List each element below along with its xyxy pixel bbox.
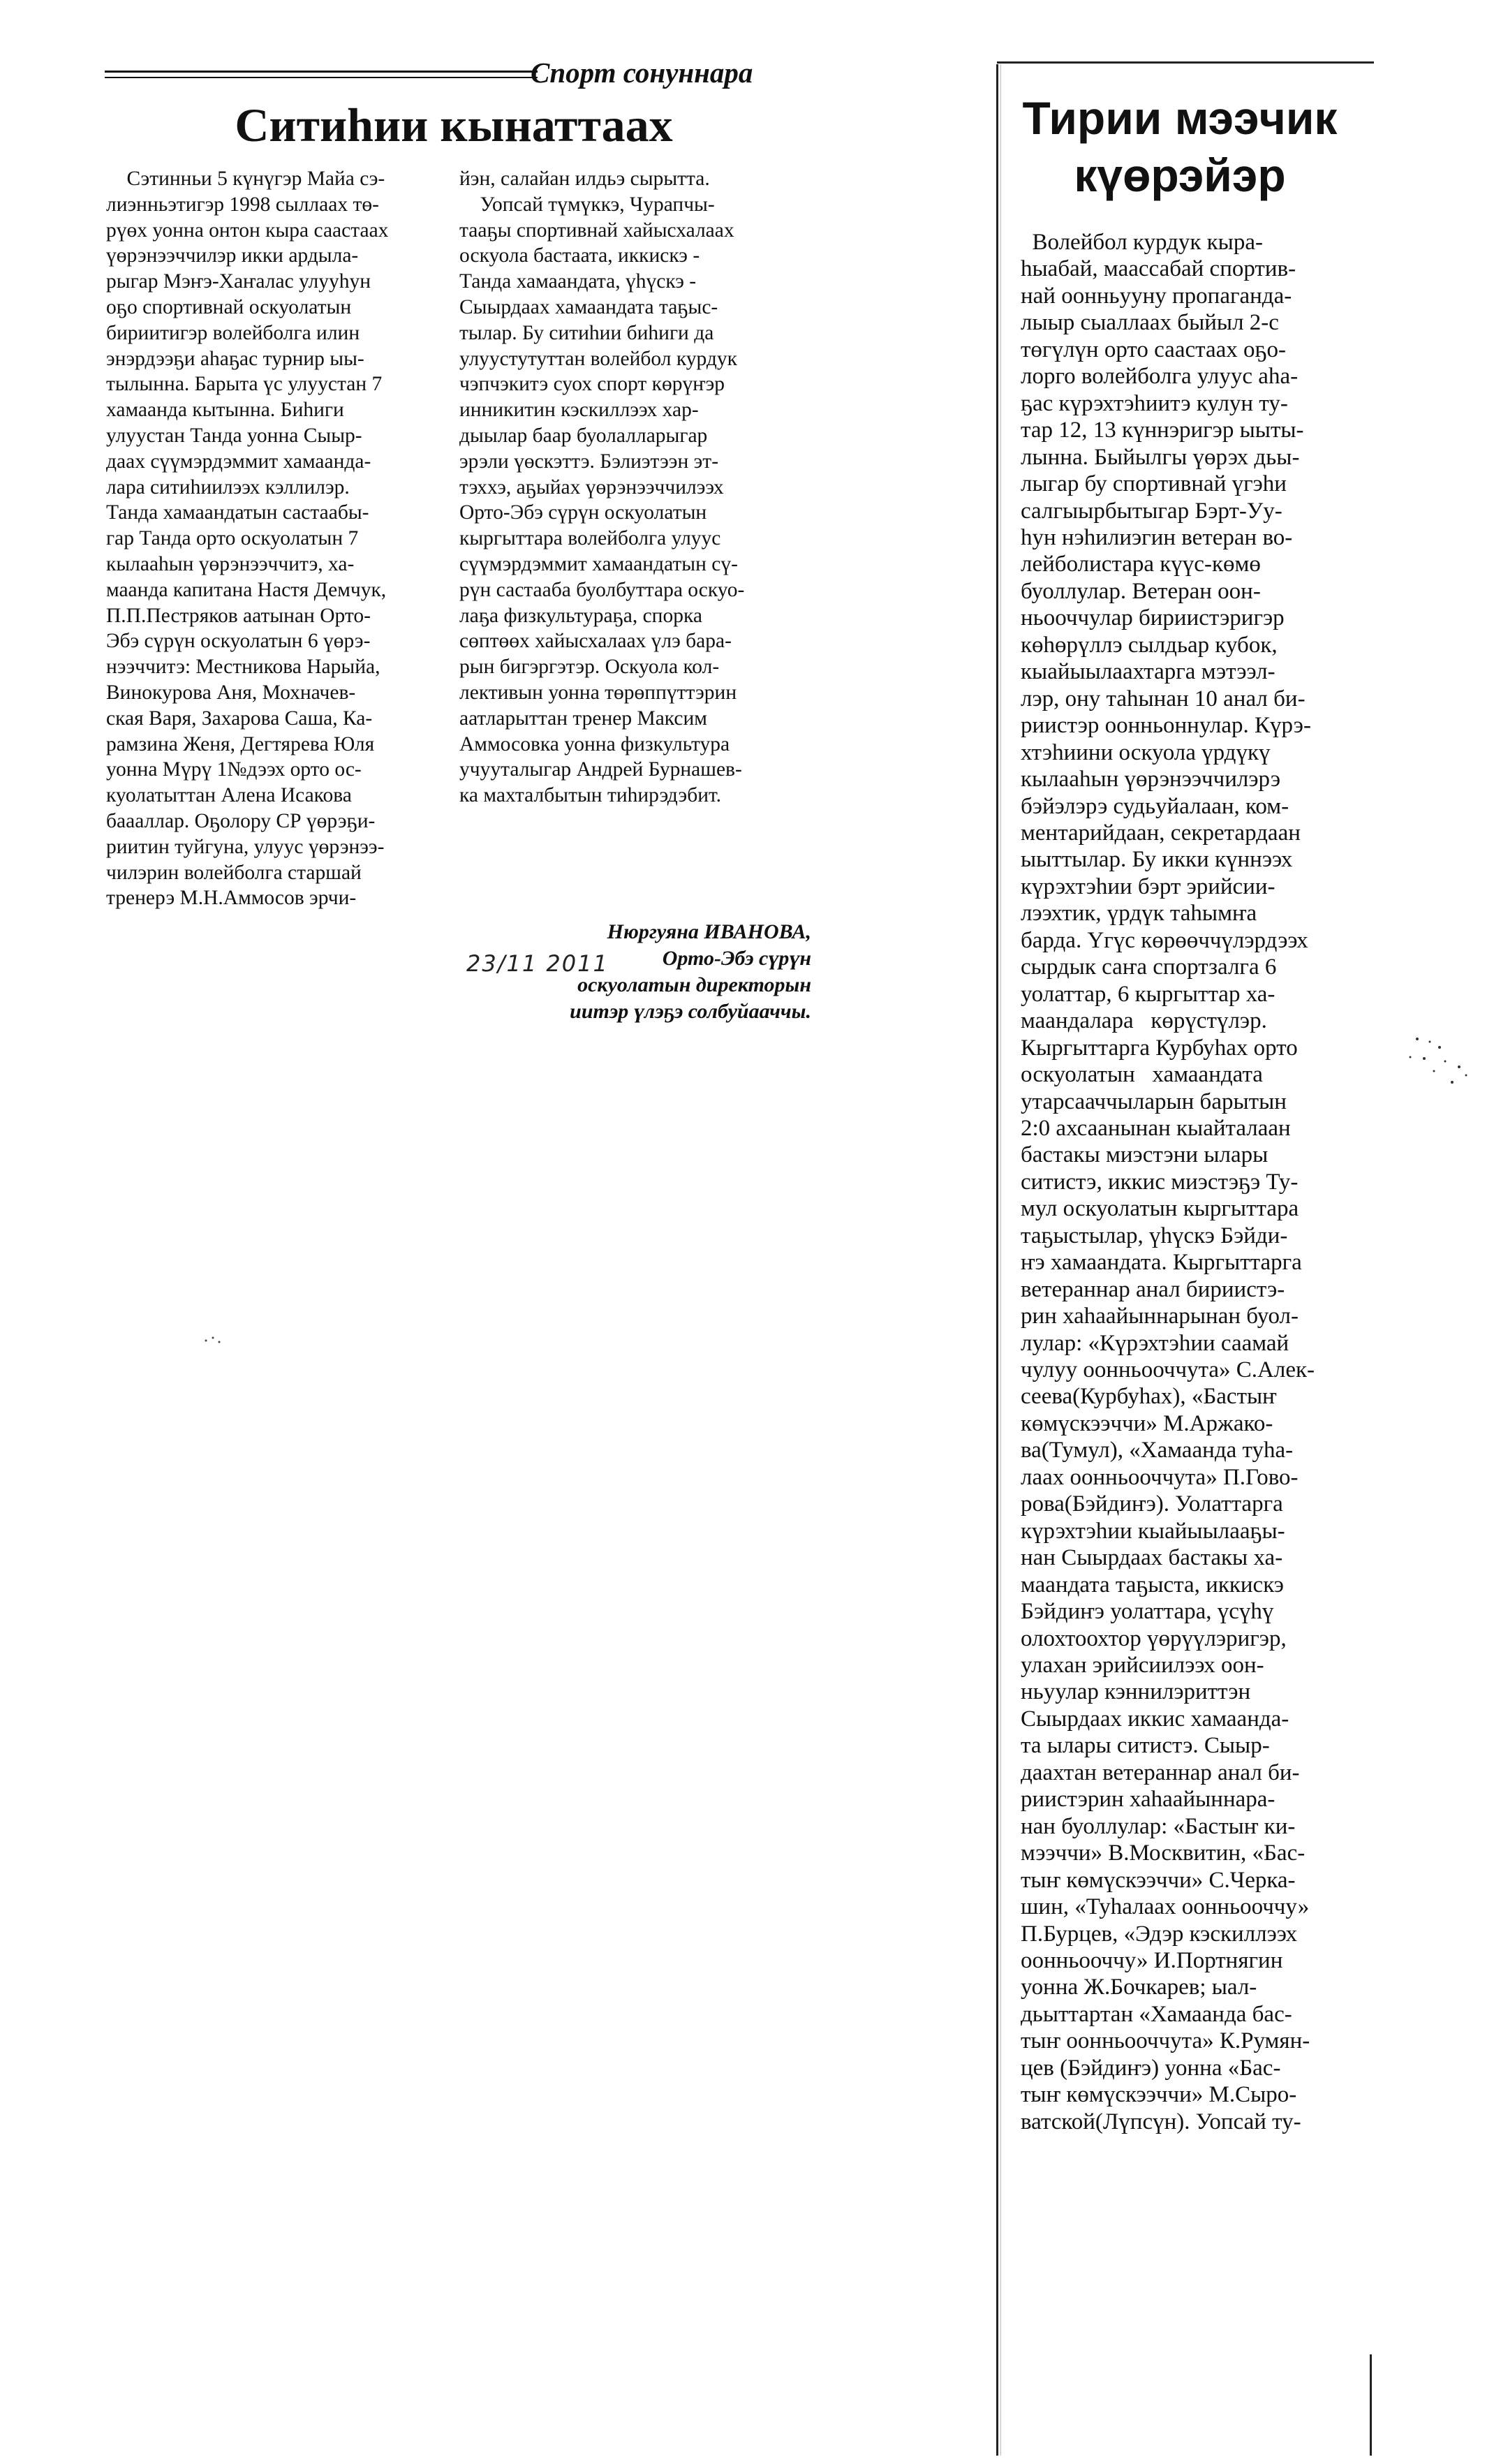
text-line: Сыырдаах хамаандата таҕыс- xyxy=(459,295,718,318)
text-line: күрэхтэһии бэрт эрийсии- xyxy=(1021,873,1275,899)
text-line: ская Варя, Захарова Саша, Ка- xyxy=(106,707,373,730)
text-line: тылынна. Барыта үс улуустан 7 xyxy=(106,373,383,396)
text-line: хамаанда кытынна. Биһиги xyxy=(106,399,344,422)
text-line: бастакы миэстэни ылары xyxy=(1021,1142,1269,1168)
text-line: рова(Бэйдиҥэ). Уолаттарга xyxy=(1021,1491,1283,1517)
left-article-column-2 xyxy=(459,166,808,809)
text-line: олохтоохтор үөрүүлэригэр, xyxy=(1021,1625,1287,1651)
text-line: 2:0 ахсаанынан кыайталаан xyxy=(1021,1115,1291,1141)
text-line: рыгар Мэҥэ-Хаҥалас улууһун xyxy=(106,270,371,293)
text-line: йэн, салайан илдьэ сырытта. xyxy=(459,168,710,190)
section-rubric: Спорт сонуннара xyxy=(531,57,753,89)
text-line: кыргыттара волейболга улуус xyxy=(459,527,721,550)
text-line: Орто-Эбэ сүрүн оскуолатын xyxy=(459,501,707,524)
text-line: чилэрин волейболга старшай xyxy=(106,861,362,884)
text-line: оскуолатын директорын xyxy=(577,973,811,996)
text-line: лорго волейболга улуус аһа- xyxy=(1021,364,1299,390)
text-line: Эбэ сүрүн оскуолатын 6 үөрэ- xyxy=(106,630,371,653)
text-line: кыайыылаахтарга мэтээл- xyxy=(1021,659,1275,685)
text-line: ҥэ хамаандата. Кыргыттарга xyxy=(1021,1250,1302,1276)
text-line: күрэхтэһии кыайыылааҕы- xyxy=(1021,1518,1285,1544)
text-line: чулуу оонньооччута» С.Алек- xyxy=(1021,1357,1315,1383)
right-article-column xyxy=(1021,229,1370,2135)
text-line: мээччи» В.Москвитин, «Бас- xyxy=(1021,1840,1306,1866)
text-line: риистэр оонньоннулар. Күрэ- xyxy=(1021,713,1311,739)
text-line: лээхтик, үрдүк таһымҥа xyxy=(1021,901,1257,927)
rubric-rule-line xyxy=(105,77,538,78)
text-line: лиэнньэтигэр 1998 сыллаах тө- xyxy=(106,193,379,216)
text-line: даах сүүмэрдэммит хамаанда- xyxy=(106,450,371,473)
text-line: та ылары ситистэ. Сыыр- xyxy=(1021,1733,1270,1759)
text-line: лыыр сыаллаах быйыл 2-с xyxy=(1021,310,1279,336)
text-line: кылааһын үөрэнээччитэ, ха- xyxy=(106,552,355,575)
clipping-edge-top xyxy=(997,61,1374,64)
text-line: нан Сыырдаах бастакы ха- xyxy=(1021,1545,1283,1571)
text-line: дьыттартан «Хамаанда бас- xyxy=(1021,2001,1292,2027)
text-line: Аммосовка уонна физкультура xyxy=(459,732,730,755)
text-line: төгүлүн орто саастаах оҕо- xyxy=(1021,337,1286,362)
text-line: ньуулар кэннилэриттэн xyxy=(1021,1679,1251,1705)
text-line: тэххэ, аҕыйах үөрэнээччилээх xyxy=(459,475,724,499)
text-line: П.П.Пестряков аатынан Орто- xyxy=(106,604,371,627)
text-line: энэрдээҕи аһаҕас турнир ыы- xyxy=(106,347,364,370)
text-line: дыылар баар буолалларыгар xyxy=(459,424,708,447)
text-line: лаҕа физкультураҕа, спорка xyxy=(459,604,702,627)
text-line: таҕыстылар, үһүскэ Бэйди- xyxy=(1021,1223,1288,1248)
text-line: уонна Мүрү 1№дээх орто ос- xyxy=(106,758,362,781)
text-line: маандалара көрүстүлэр. xyxy=(1021,1008,1267,1034)
text-line: үөрэнээччилэр икки ардыла- xyxy=(106,244,359,267)
text-line: утарсааччыларын барытын xyxy=(1021,1089,1287,1114)
text-line: лулар: «Күрэхтэһии саамай xyxy=(1021,1330,1289,1356)
text-line: най оонньууну пропаганда- xyxy=(1021,283,1292,309)
text-line: Кыргыттарга Курбуһах орто xyxy=(1021,1035,1298,1061)
left-article-column-1 xyxy=(106,166,450,911)
text-line: тар 12, 13 күннэригэр ыыты- xyxy=(1021,418,1304,443)
text-line: маандата таҕыста, иккискэ xyxy=(1021,1572,1284,1598)
clipping-edge-left xyxy=(996,64,998,2456)
text-line: Бэйдиҥэ уолаттара, үсүһү xyxy=(1021,1599,1274,1625)
text-line: лынна. Быйылгы үөрэх дьы- xyxy=(1021,444,1300,470)
text-line: сүүмэрдэммит хамаандатын сү- xyxy=(459,552,738,575)
scan-speckles xyxy=(202,1334,223,1348)
text-line: Сыырдаах иккис хамаанда- xyxy=(1021,1706,1289,1732)
text-line: иитэр үлэҕэ солбуйааччы. xyxy=(570,1000,811,1023)
clipping-edge-shadow xyxy=(1000,64,1001,2456)
text-line: барда. Үгүс көрөөччүлэрдээх xyxy=(1021,927,1308,953)
text-line: бириитигэр волейболга илин xyxy=(106,321,360,344)
text-line: ветераннар анал бириистэ- xyxy=(1021,1276,1285,1302)
text-line: Танда хамаандата, үһүскэ - xyxy=(459,270,697,293)
text-line: инникитин кэскиллээх хар- xyxy=(459,399,699,422)
text-line: буоллулар. Ветеран оон- xyxy=(1021,578,1261,604)
text-line: тылар. Бу ситиһии биһиги да xyxy=(459,321,714,344)
text-line: оскуола бастаата, иккискэ - xyxy=(459,244,700,267)
text-line: баааллар. Оҕолору СР үөрэҕи- xyxy=(106,809,376,832)
text-line: ка махталбытын тиһирэдэбит. xyxy=(459,784,722,807)
text-line: тыҥ көмүскээччи» С.Черка- xyxy=(1021,1867,1296,1893)
text-line: улуустан Танда уонна Сыыр- xyxy=(106,424,362,447)
text-line: лара ситиһиилээх кэллилэр. xyxy=(106,475,350,499)
text-line: нээччитэ: Местникова Нарыйа, xyxy=(106,656,380,679)
clipping-edge-right xyxy=(1370,2354,1372,2456)
text-line: ҕас күрэхтэһиитэ кулун ту- xyxy=(1021,390,1288,416)
text-line: лаах оонньооччута» П.Гово- xyxy=(1021,1464,1299,1490)
text-line: Сэтинньи 5 күнүгэр Майа сэ- xyxy=(106,168,385,190)
text-line: Нюргуяна ИВАНОВА, xyxy=(607,920,811,943)
text-line: тыҥ оонньооччута» К.Румян- xyxy=(1021,2028,1310,2054)
text-line: П.Бурцев, «Эдэр кэскиллээх xyxy=(1021,1921,1298,1947)
text-line: маанда капитана Настя Демчук, xyxy=(106,578,387,601)
text-line: рүн састааба буолбуттара оскуо- xyxy=(459,578,745,601)
text-line: улахан эрийсиилээх оон- xyxy=(1021,1653,1264,1679)
text-line: лэр, ону таһынан 10 анал би- xyxy=(1021,686,1306,711)
text-line: шин, «Туһалаах оонньооччу» xyxy=(1021,1894,1310,1920)
text-line: Уопсай түмүккэ, Чурапчы- xyxy=(459,193,715,216)
text-line: лыгар бу спортивнай үгэһи xyxy=(1021,471,1287,497)
text-line: куолатыттан Алена Исакова xyxy=(106,784,352,807)
text-line: чэпчэкитэ суох спорт көрүҥэр xyxy=(459,373,725,396)
text-line: оскуолатын хамаандата xyxy=(1021,1062,1263,1088)
text-line: бэйэлэрэ судьуйалаан, ком- xyxy=(1021,793,1289,819)
text-line: һыабай, маассабай спортив- xyxy=(1021,256,1296,282)
text-line: кылааһын үөрэнээччилэрэ xyxy=(1021,767,1280,792)
left-article-headline: Ситиһии кынаттаах xyxy=(235,98,673,152)
text-line: Орто-Эбэ сүрүн xyxy=(662,947,811,970)
text-line: цев (Бэйдиҥэ) уонна «Бас- xyxy=(1021,2055,1281,2081)
text-line: гар Танда орто оскуолатын 7 xyxy=(106,527,359,550)
text-line: уолаттар, 6 кыргыттар ха- xyxy=(1021,981,1275,1007)
text-line: лейболистара күүс-көмө xyxy=(1021,552,1261,577)
text-line: ньооччулар бириистэригэр xyxy=(1021,605,1285,631)
text-line: улуустутуттан волейбол курдук xyxy=(459,347,737,370)
text-line: салгыырбытыгар Бэрт-Уу- xyxy=(1021,498,1282,524)
text-line: ва(Тумул), «Хамаанда туһа- xyxy=(1021,1438,1294,1463)
text-line: уонна Ж.Бочкарев; ыал- xyxy=(1021,1975,1257,2000)
text-line: ыыттылар. Бу икки күннээх xyxy=(1021,847,1293,873)
text-line: һун нэһилиэгин ветеран во- xyxy=(1021,524,1293,550)
text-line: учууталыгар Андрей Бурнашев- xyxy=(459,758,742,781)
text-line: көмүскээччи» М.Аржако- xyxy=(1021,1410,1273,1436)
text-line: Волейбол курдук кыра- xyxy=(1021,230,1263,255)
text-line: рин хаһаайыннарынан буол- xyxy=(1021,1304,1299,1329)
text-line: сеева(Курбуһах), «Бастыҥ xyxy=(1021,1384,1277,1410)
right-article-headline: Тирии мээчик күөрэйэр xyxy=(1022,92,1338,201)
text-line: риистэрин хаһаайыннара- xyxy=(1021,1787,1275,1813)
text-line: эрэли үөскэттэ. Бэлиэтээн эт- xyxy=(459,450,719,473)
rubric-rule-line xyxy=(105,71,538,73)
text-line: риитин туйгуна, улуус үөрэнээ- xyxy=(106,835,385,858)
text-line: даахтан ветераннар анал би- xyxy=(1021,1760,1300,1785)
text-line: тыҥ көмүскээччи» М.Сыро- xyxy=(1021,2082,1297,2108)
text-line: Винокурова Аня, Мохначев- xyxy=(106,681,356,704)
text-line: хтэһиини оскуола үрдүкү xyxy=(1021,739,1271,765)
text-line: рамзина Женя, Дегтярева Юля xyxy=(106,732,375,755)
text-line: аатларыттан тренер Максим xyxy=(459,707,707,730)
handwritten-date: 23/11 2011 xyxy=(466,950,609,977)
text-line: оҕо спортивнай оскуолатын xyxy=(106,295,352,318)
text-line: нан буоллулар: «Бастыҥ ки- xyxy=(1021,1813,1296,1839)
text-line: ментарийдаан, секретардаан xyxy=(1021,820,1301,846)
text-line: тренерэ М.Н.Аммосов эрчи- xyxy=(106,887,357,910)
text-line: Танда хамаандатын састаабы- xyxy=(106,501,369,524)
text-line: рын бигэргэтэр. Оскуола кол- xyxy=(459,656,720,679)
text-line: сөптөөх хайысхалаах үлэ бара- xyxy=(459,630,732,653)
text-line: рүөх уонна онтон кыра саастаах xyxy=(106,219,389,242)
text-line: ватской(Лүпсүн). Уопсай ту- xyxy=(1021,2109,1301,2134)
text-line: сырдык саҥа спортзалга 6 xyxy=(1021,954,1277,980)
scan-speckles xyxy=(1403,1026,1480,1103)
text-line: көһөрүллэ сылдьар кубок, xyxy=(1021,632,1278,658)
text-line: оонньооччу» И.Портнягин xyxy=(1021,1948,1283,1973)
text-line: лективын уонна төрөппүттэрин xyxy=(459,681,737,704)
text-line: мул оскуолатын кыргыттара xyxy=(1021,1196,1299,1222)
text-line: тааҕы спортивнай хайысхалаах xyxy=(459,219,734,242)
text-line: ситистэ, иккис миэстэҕэ Ту- xyxy=(1021,1169,1299,1195)
